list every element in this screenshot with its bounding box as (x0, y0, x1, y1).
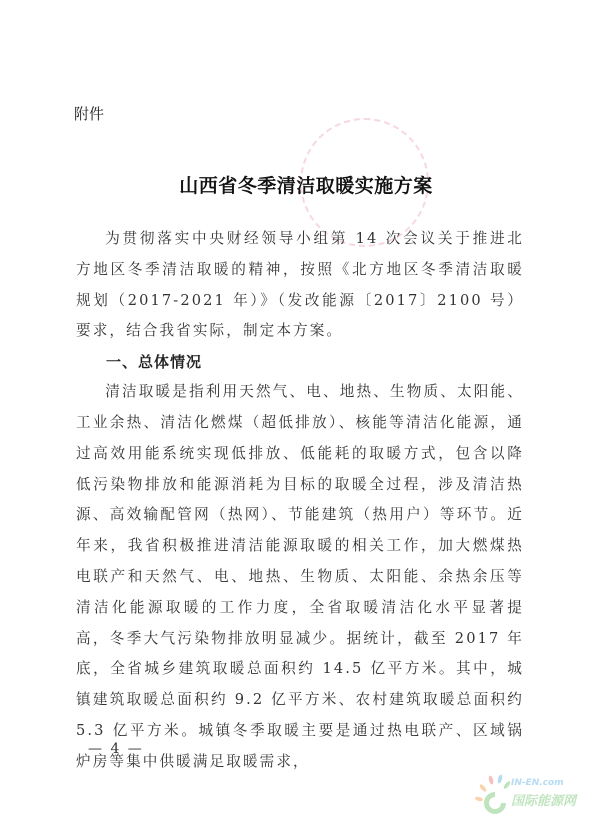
document-body (76, 224, 524, 778)
section-paragraph: 清洁取暖是指利用天然气、电、地热、生物质、太阳能、工业余热、清洁化燃煤（超低排放）、核能等清洁化能源，通过高效用能系统实现低排放、低能耗的取暖方式，包含以降低污染物排放和能源消耗为目标的取暖全过程，涉及清洁热源、高效输配管网（热网）、节能建筑（热用户）等环节。近年来，我省积极推进清洁能源取暖的相关工作，加大燃煤热电联产和天然气、电、地热、生物质、太阳能、余热余压等清洁化能源取暖的工作力度，全省取暖清洁化水平显著提高，冬季大气污染物排放明显减少。据统计，截至 2017 年底，全省城乡建筑取暖总面积约 14.5 亿平方米。其中，城镇建筑取暖总面积约 9.2 亿平方米、农村建筑取暖总面积约 5.3 亿平方米。城镇冬季取暖主要是通过热电联产、区域锅炉房等集中供暖满足取暖需求， (76, 383, 524, 770)
document-title: 山西省冬季清洁取暖实施方案 (179, 175, 433, 197)
attachment-label: 附件 (74, 105, 105, 123)
page-number: — 4 — (88, 741, 144, 757)
section-heading: 一、总体情况 (106, 353, 203, 372)
intro-paragraph: 为贯彻落实中央财经领导小组第 14 次会议关于推进北方地区冬季清洁取暖的精神，按照《北方地区冬季清洁取暖规划（2017-2021 年）》（发改能源〔2017〕2100 号）要求，结合我省实际，制定本方案。 (76, 230, 524, 340)
watermark-brand: 国际能源网 (511, 794, 577, 809)
watermark-logo (475, 770, 595, 820)
watermark-domain: IN-EN.com (511, 778, 564, 788)
sun-logo-icon (475, 770, 515, 816)
